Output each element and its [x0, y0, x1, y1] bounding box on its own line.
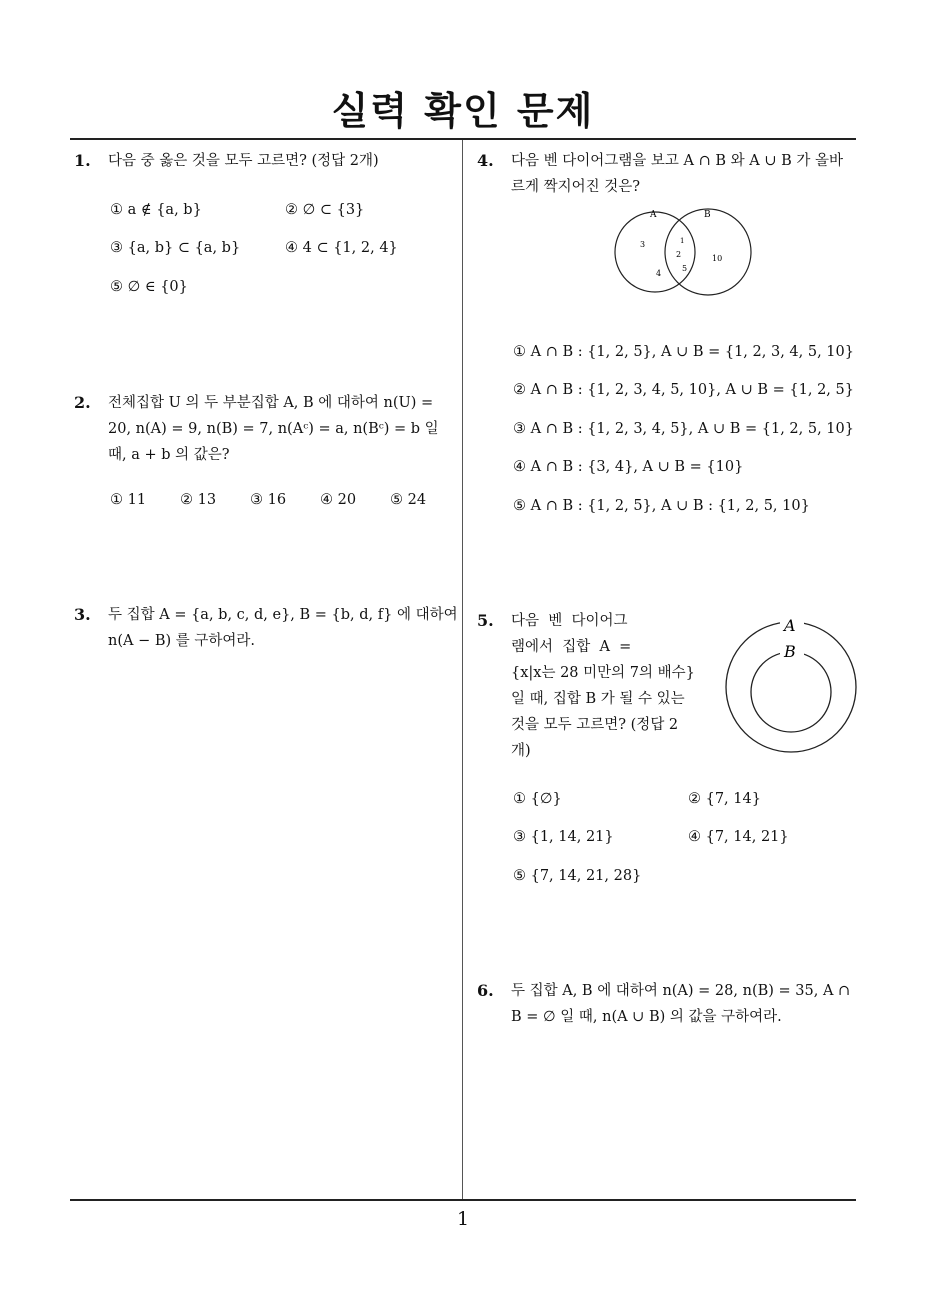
- question-line: 때, a + b 의 값은?: [108, 447, 230, 463]
- question-line: 일 때, 집합 B 가 될 수 있는: [511, 691, 685, 707]
- question-line: 다음 벤 다이어그: [511, 613, 628, 629]
- region-value: 3: [640, 240, 646, 249]
- question-number: 6.: [477, 981, 494, 1000]
- set-b-label: B: [784, 642, 796, 661]
- region-value: 4: [656, 269, 662, 278]
- bottom-rule: [70, 1199, 856, 1201]
- question-text: [511, 608, 711, 764]
- q5-option-5[interactable]: ⑤ {7, 14, 21, 28}: [513, 868, 642, 884]
- question-text: [511, 978, 861, 1030]
- q2-option-4[interactable]: ④ 20: [320, 492, 357, 508]
- q1-option-3[interactable]: ③ {a, b} ⊂ {a, b}: [110, 240, 241, 256]
- region-value: 10: [712, 254, 723, 263]
- q1-option-5[interactable]: ⑤ ∅ ∈ {0}: [110, 279, 188, 295]
- q1-option-2[interactable]: ② ∅ ⊂ {3}: [285, 202, 365, 218]
- q4-option-5[interactable]: ⑤ A ∩ B : {1, 2, 5}, A ∪ B : {1, 2, 5, 10}: [513, 498, 810, 514]
- q4-option-1[interactable]: ① A ∩ B : {1, 2, 5}, A ∪ B = {1, 2, 3, 4, 5, 10}: [513, 344, 854, 360]
- question-number: 1.: [74, 151, 91, 170]
- question-line: {x|x는 28 미만의 7의 배수}: [511, 665, 695, 681]
- question-line: 개): [511, 743, 531, 759]
- question-line: 두 집합 A = {a, b, c, d, e}, B = {b, d, f} 에 대하여: [108, 607, 458, 623]
- question-line: 것을 모두 고르면? (정답 2: [511, 717, 679, 733]
- question-text: 다음 중 옳은 것을 모두 고르면? (정답 2개): [108, 153, 379, 169]
- q5-option-2[interactable]: ② {7, 14}: [688, 791, 761, 807]
- question-number: 3.: [74, 605, 91, 624]
- q5-option-1[interactable]: ① {∅}: [513, 791, 562, 807]
- set-a-label: A: [784, 616, 796, 635]
- q4-option-3[interactable]: ③ A ∩ B : {1, 2, 3, 4, 5}, A ∪ B = {1, 2, 5, 10}: [513, 421, 854, 437]
- top-rule: [70, 138, 856, 140]
- q2-option-1[interactable]: ① 11: [110, 492, 147, 508]
- set-b-circle: [751, 652, 831, 732]
- q4-option-4[interactable]: ④ A ∩ B : {3, 4}, A ∪ B = {10}: [513, 459, 744, 475]
- question-line: 르게 짝지어진 것은?: [511, 179, 641, 195]
- region-value: 5: [682, 264, 688, 273]
- question-line: n(A − B) 를 구하여라.: [108, 633, 256, 649]
- question-line: 20, n(A) = 9, n(B) = 7, n(Aᶜ) = a, n(Bᶜ) = b 일: [108, 421, 439, 437]
- q2-option-3[interactable]: ③ 16: [250, 492, 287, 508]
- set-b-label: B: [704, 210, 711, 220]
- question-text: [108, 390, 458, 468]
- q2-option-2[interactable]: ② 13: [180, 492, 217, 508]
- q5-option-4[interactable]: ④ {7, 14, 21}: [688, 829, 789, 845]
- question-number: 5.: [477, 611, 494, 630]
- question-line: B = ∅ 일 때, n(A ∪ B) 의 값을 구하여라.: [511, 1009, 782, 1025]
- page-number: 1: [456, 1208, 470, 1230]
- venn-diagram-two-sets: [610, 205, 760, 300]
- q4-option-2[interactable]: ② A ∩ B : {1, 2, 3, 4, 5, 10}, A ∪ B = {1, 2, 5}: [513, 382, 854, 398]
- q1-option-1[interactable]: ① a ∉ {a, b}: [110, 202, 202, 218]
- q5-option-3[interactable]: ③ {1, 14, 21}: [513, 829, 614, 845]
- question-line: 다음 벤 다이어그램을 보고 A ∩ B 와 A ∪ B 가 올바: [511, 153, 843, 169]
- q2-option-5[interactable]: ⑤ 24: [390, 492, 427, 508]
- region-value: 1: [680, 237, 685, 245]
- page-title: 실력 확인 문제: [331, 89, 595, 133]
- question-line: 전체집합 U 의 두 부분집합 A, B 에 대하여 n(U) =: [108, 395, 434, 411]
- set-a-circle: [615, 212, 695, 292]
- question-text: [511, 148, 861, 200]
- question-text: [108, 602, 458, 654]
- question-number: 4.: [477, 151, 494, 170]
- question-number: 2.: [74, 393, 91, 412]
- question-line: 램에서 집합 A =: [511, 639, 632, 655]
- question-line: 두 집합 A, B 에 대하여 n(A) = 28, n(B) = 35, A ∩: [511, 983, 851, 999]
- region-value: 2: [676, 250, 682, 259]
- venn-diagram-subset: [722, 612, 862, 757]
- set-a-label: A: [650, 210, 657, 220]
- q1-option-4[interactable]: ④ 4 ⊂ {1, 2, 4}: [285, 240, 398, 256]
- column-divider: [462, 140, 463, 1200]
